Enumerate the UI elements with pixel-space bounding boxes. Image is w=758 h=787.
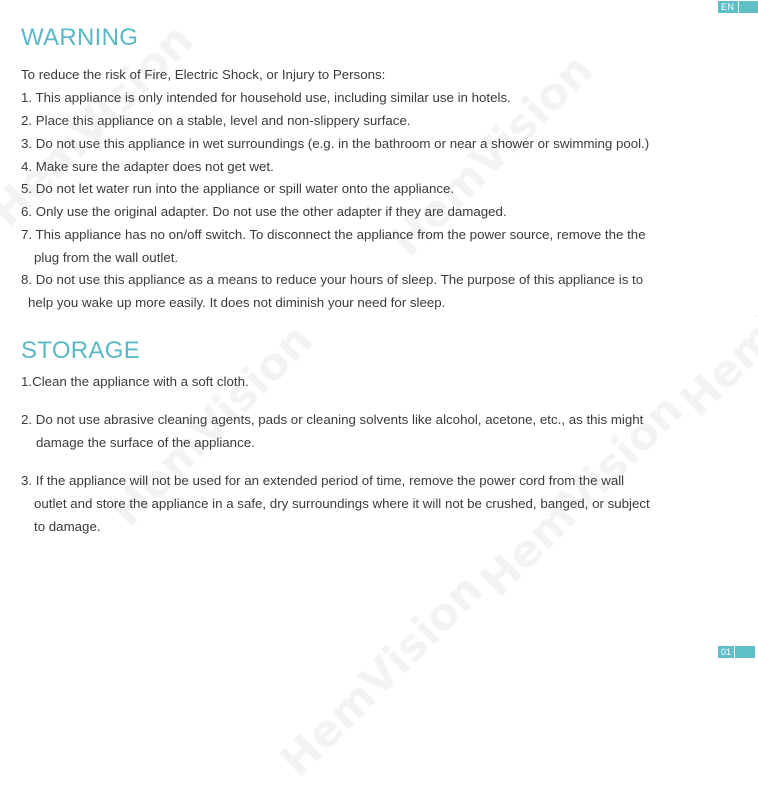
warning-item-6: 6. Only use the original adapter. Do not use the other adapter if they are damaged. <box>21 204 507 219</box>
warning-item-7: 7. This appliance has no on/off switch. To disconnect the appliance from the power source, remove the the <box>21 227 646 242</box>
tab-bar <box>735 646 755 658</box>
warning-item-2: 2. Place this appliance on a stable, level and non-slippery surface. <box>21 113 411 128</box>
warning-item-1: 1. This appliance is only intended for household use, including similar use in hotels. <box>21 90 511 105</box>
storage-item-3-continued-2: to damage. <box>34 519 101 534</box>
storage-item-3: 3. If the appliance will not be used for an extended period of time, remove the power cord from the wall <box>21 473 625 488</box>
warning-item-8: 8. Do not use this appliance as a means to reduce your hours of sleep. The purpose of this appliance is to <box>21 272 644 287</box>
warning-item-5: 5. Do not let water run into the appliance or spill water onto the appliance. <box>21 181 455 196</box>
watermark-logo <box>671 204 758 427</box>
storage-item-3-continued: outlet and store the appliance in a safe, dry surroundings where it will not be crushed, banged, or subject <box>34 496 650 511</box>
warning-item-8-continued: help you wake up more easily. It does not diminish your need for sleep. <box>28 295 446 310</box>
page-number: 01 <box>718 646 734 658</box>
warning-title: WARNING <box>21 24 139 51</box>
page-number-tab <box>718 646 755 658</box>
language-code: EN <box>718 1 738 13</box>
watermark-logo <box>271 564 494 787</box>
warning-item-4: 4. Make sure the adapter does not get wet. <box>21 159 274 174</box>
tab-bar <box>739 1 758 13</box>
storage-title: STORAGE <box>21 337 141 364</box>
warning-item-7-continued: plug from the wall outlet. <box>34 250 179 265</box>
warning-item-3: 3. Do not use this appliance in wet surroundings (e.g. in the bathroom or near a shower or swimming pool.) <box>21 136 650 151</box>
storage-item-2: 2. Do not use abrasive cleaning agents, pads or cleaning solvents like alcohol, acetone, etc., as this might <box>21 412 644 427</box>
storage-item-2-continued: damage the surface of the appliance. <box>36 435 255 450</box>
warning-intro: To reduce the risk of Fire, Electric Shock, or Injury to Persons: <box>21 67 386 82</box>
storage-item-1: 1.Clean the appliance with a soft cloth. <box>21 374 249 389</box>
language-tab <box>718 1 758 13</box>
